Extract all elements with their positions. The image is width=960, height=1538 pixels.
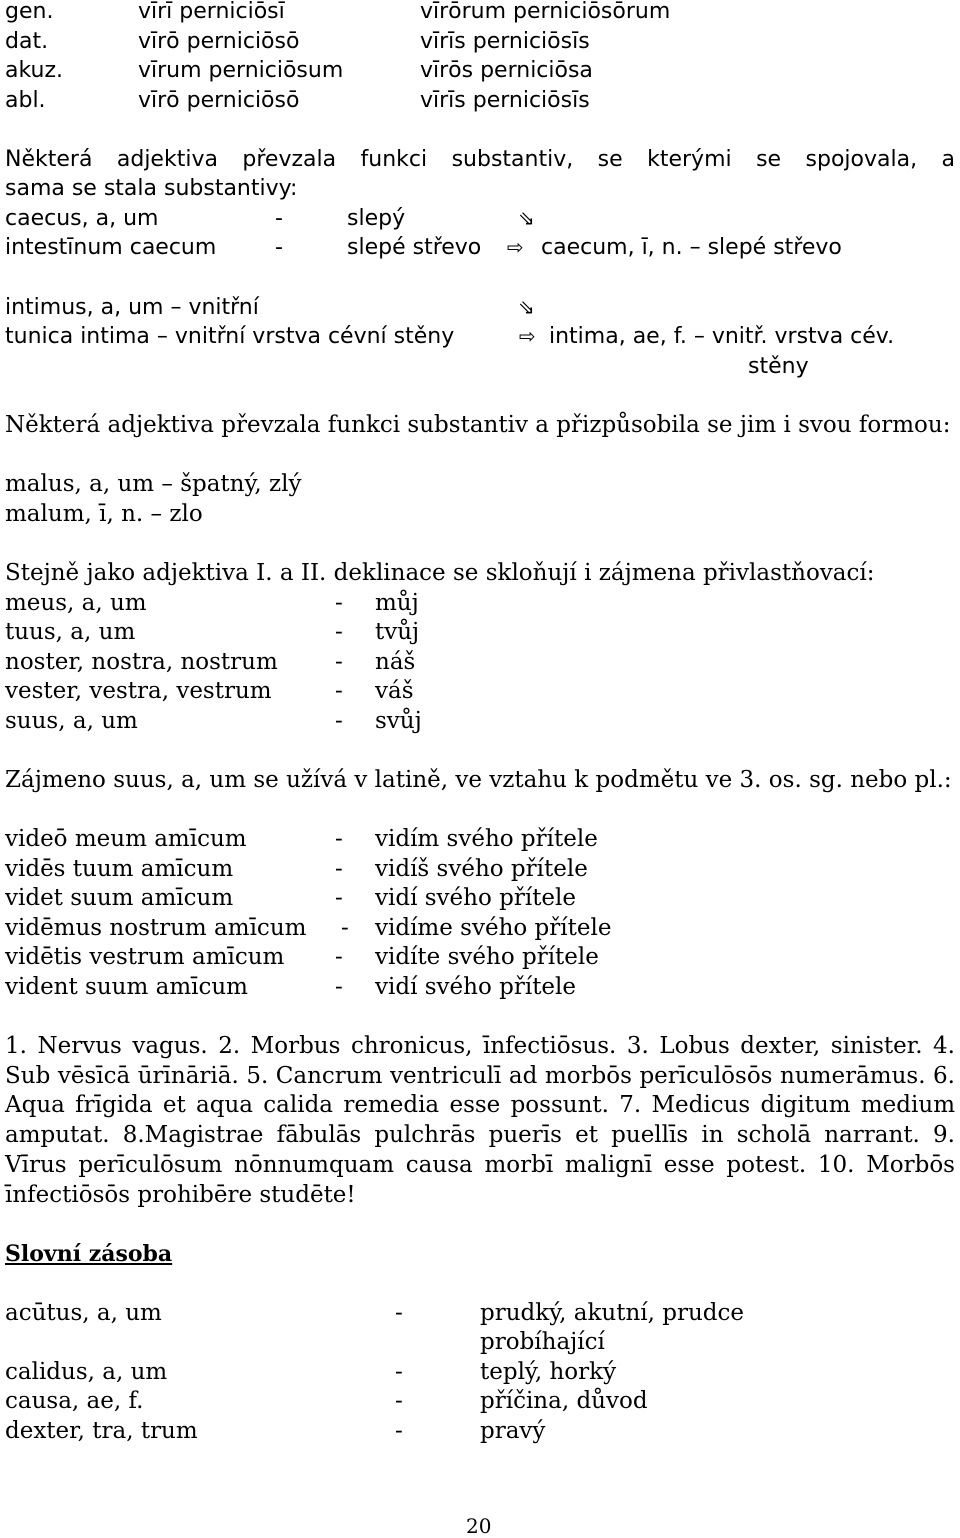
dash: -: [335, 944, 343, 970]
czech-term: teplý, horký: [480, 1359, 617, 1385]
czech-term: vidím svého přítele: [375, 826, 598, 852]
latin-term: vidētis vestrum amīcum: [5, 944, 285, 970]
latin-term: caecus, a, um: [5, 206, 159, 231]
czech-term: prudký, akutní, prudce: [480, 1300, 744, 1326]
latin-term: causa, ae, f.: [5, 1388, 144, 1414]
result-term-continuation: stěny: [748, 354, 809, 379]
czech-term: vidíme svého přítele: [375, 915, 612, 941]
dash: -: [335, 649, 343, 675]
section2-example: malus, a, um – špatný, zlý: [5, 471, 302, 497]
dash: -: [395, 1388, 403, 1414]
dash: -: [335, 590, 343, 616]
dash: -: [335, 708, 343, 734]
czech-term: váš: [375, 678, 414, 704]
czech-term: pravý: [480, 1418, 546, 1444]
singular-form: vīrī perniciōsī: [138, 0, 285, 24]
latin-term: tuus, a, um: [5, 619, 136, 645]
dash: -: [395, 1418, 403, 1444]
dash: -: [275, 235, 283, 260]
latin-term: calidus, a, um: [5, 1359, 168, 1385]
czech-term: vidí svého přítele: [375, 885, 577, 911]
singular-form: vīrō perniciōsō: [138, 88, 300, 113]
latin-term: intestīnum caecum: [5, 235, 217, 260]
latin-term: suus, a, um: [5, 708, 138, 734]
plural-form: vīrīs perniciōsīs: [420, 29, 590, 54]
page-number: 20: [466, 1514, 492, 1538]
result-term: caecum, ī, n. – slepé střevo: [541, 235, 842, 260]
dash: -: [341, 915, 349, 941]
dash: -: [335, 619, 343, 645]
latin-term: vidēs tuum amīcum: [5, 856, 234, 882]
dash: -: [335, 826, 343, 852]
dash: -: [395, 1359, 403, 1385]
latin-term: vidēmus nostrum amīcum: [5, 915, 307, 941]
dash: -: [395, 1300, 403, 1326]
arrow-right-icon: ⇨: [507, 235, 524, 259]
case-label: dat.: [5, 29, 49, 54]
singular-form: vīrum perniciōsum: [138, 58, 344, 83]
latin-term: noster, nostra, nostrum: [5, 649, 278, 675]
section2-example: malum, ī, n. – zlo: [5, 501, 203, 527]
dash: -: [335, 678, 343, 704]
section2-intro: Některá adjektiva převzala funkci substantiv a přizpůsobila se jim i svou formou:: [5, 412, 951, 438]
latin-term: tunica intima – vnitřní vrstva cévní stěny: [5, 324, 455, 349]
czech-term: náš: [375, 649, 416, 675]
dash: -: [335, 974, 343, 1000]
section4-intro: Zájmeno suus, a, um se užívá v latině, ve vztahu k podmětu ve 3. os. sg. nebo pl.:: [5, 767, 952, 793]
latin-term: vident suum amīcum: [5, 974, 248, 1000]
arrow-down-right-icon: ⇘: [518, 295, 535, 319]
plural-form: vīrīs perniciōsīs: [420, 88, 590, 113]
czech-term: slepý: [347, 206, 406, 231]
latin-term: videō meum amīcum: [5, 826, 247, 852]
latin-term: intimus, a, um – vnitřní: [5, 295, 259, 320]
czech-term: slepé střevo: [347, 235, 482, 260]
czech-term: tvůj: [375, 619, 420, 645]
arrow-right-icon: ⇨: [519, 324, 536, 348]
dash: -: [335, 856, 343, 882]
plural-form: vīrōs perniciōsa: [420, 58, 593, 83]
czech-term: vidíš svého přítele: [375, 856, 588, 882]
document-page: gen. vīrī perniciōsī vīrōrum perniciōsōrum dat. vīrō perniciōsō vīrīs perniciōsīs akuz. vīrum perniciōsum vīrōs perniciōsa abl. vīrō perniciōsō vīrīs perniciōsīs Některá adjektiva převzala funkci substantiv, se kterými se spojovala, a sama se stala substantivy: caecus, a, um - slepý ⇘ intestīnum caecum - slepé střevo ⇨ caecum, ī, n. – slepé střevo intimus, a, um – vnitřní ⇘ tunica intima – vnitřní vrstva cévní stěny ⇨ intima, ae, f. – vnitř. vrstva cév. stěny Některá adjektiva převzala funkci substantiv a přizpůsobila se jim i svou formou: malus, a, um – špatný, zlý malum, ī, n. – zlo Stejně jako adjektiva I. a II. deklinace se skloňují i zájmena přivlastňovací: meus, a, um - můj tuus, a, um - tvůj noster, nostra, nostrum - náš vester, vestra, vestrum - váš suus, a, um - svůj Zájmeno suus, a, um se užívá v latině, ve vztahu k podmětu ve 3. os. sg. nebo pl.: videō meum amīcum - vidím svého přítele vidēs tuum amīcum - vidíš svého přítele videt suum amīcum - vidí svého přítele vidēmus nostrum amīcum - vidíme svého přítele vidētis vestrum amīcum - vidíte svého přítele vident suum amīcum - vidí svého přítele 1. Nervus vagus. 2. Morbus chronicus, īnfectiōsus. 3. Lobus dexter, sinister. 4. Sub vēsīcā ūrīnāriā. 5. Cancrum ventriculī ad morbōs perīculōsōs numerāmus. 6. Aqua frīgida et aqua calida remedia esse possunt. 7. Medicus digitum medium amputat. 8.Magistrae fābulās pulchrās puerīs et puellīs in scholā narrant. 9. Vīrus perīculōsum nōnnumquam causa morbī malignī esse potest. 10. Morbōs īnfectiōsōs prohibēre studēte! Slovní zásoba acūtus, a, um - prudký, akutní, prudce probíhající calidus, a, um - teplý, horký causa, ae, f. - příčina, důvod dexter, tra, trum - pravý 20: [0, 0, 960, 1537]
czech-term-continuation: probíhající: [480, 1329, 605, 1355]
dash: -: [335, 885, 343, 911]
section3-intro: Stejně jako adjektiva I. a II. deklinace se skloňují i zájmena přivlastňovací:: [5, 560, 875, 586]
latin-term: videt suum amīcum: [5, 885, 234, 911]
latin-term: meus, a, um: [5, 590, 147, 616]
singular-form: vīrō perniciōsō: [138, 29, 300, 54]
latin-term: vester, vestra, vestrum: [5, 678, 272, 704]
result-term: intima, ae, f. – vnitř. vrstva cév.: [549, 324, 895, 349]
latin-term: dexter, tra, trum: [5, 1418, 198, 1444]
czech-term: příčina, důvod: [480, 1388, 648, 1414]
arrow-down-right-icon: ⇘: [518, 206, 535, 230]
czech-term: vidíte svého přítele: [375, 944, 599, 970]
vocabulary-heading: Slovní zásoba: [5, 1241, 173, 1267]
czech-term: můj: [375, 590, 419, 616]
latin-term: acūtus, a, um: [5, 1300, 162, 1326]
case-label: abl.: [5, 88, 46, 113]
dash: -: [275, 206, 283, 231]
case-label: akuz.: [5, 58, 64, 83]
czech-term: svůj: [375, 708, 422, 734]
plural-form: vīrōrum perniciōsōrum: [420, 0, 671, 24]
section1-intro-line2: sama se stala substantivy:: [5, 176, 298, 201]
case-label: gen.: [5, 0, 54, 24]
czech-term: vidí svého přítele: [375, 974, 577, 1000]
exercise-paragraph: 1. Nervus vagus. 2. Morbus chronicus, īnfectiōsus. 3. Lobus dexter, sinister. 4. Sub vēsīcā ūrīnāriā. 5. Cancrum ventriculī ad morbōs perīculōsōs numerāmus. 6. Aqua frīgida et aqua calida remedia esse possunt. 7. Medicus digitum medium amputat. 8.Magistrae fābulās pulchrās puerīs et puellīs in scholā narrant. 9. Vīrus perīculōsum nōnnumquam causa morbī malignī esse potest. 10. Morbōs īnfectiōsōs prohibēre studēte!: [5, 1033, 955, 1208]
